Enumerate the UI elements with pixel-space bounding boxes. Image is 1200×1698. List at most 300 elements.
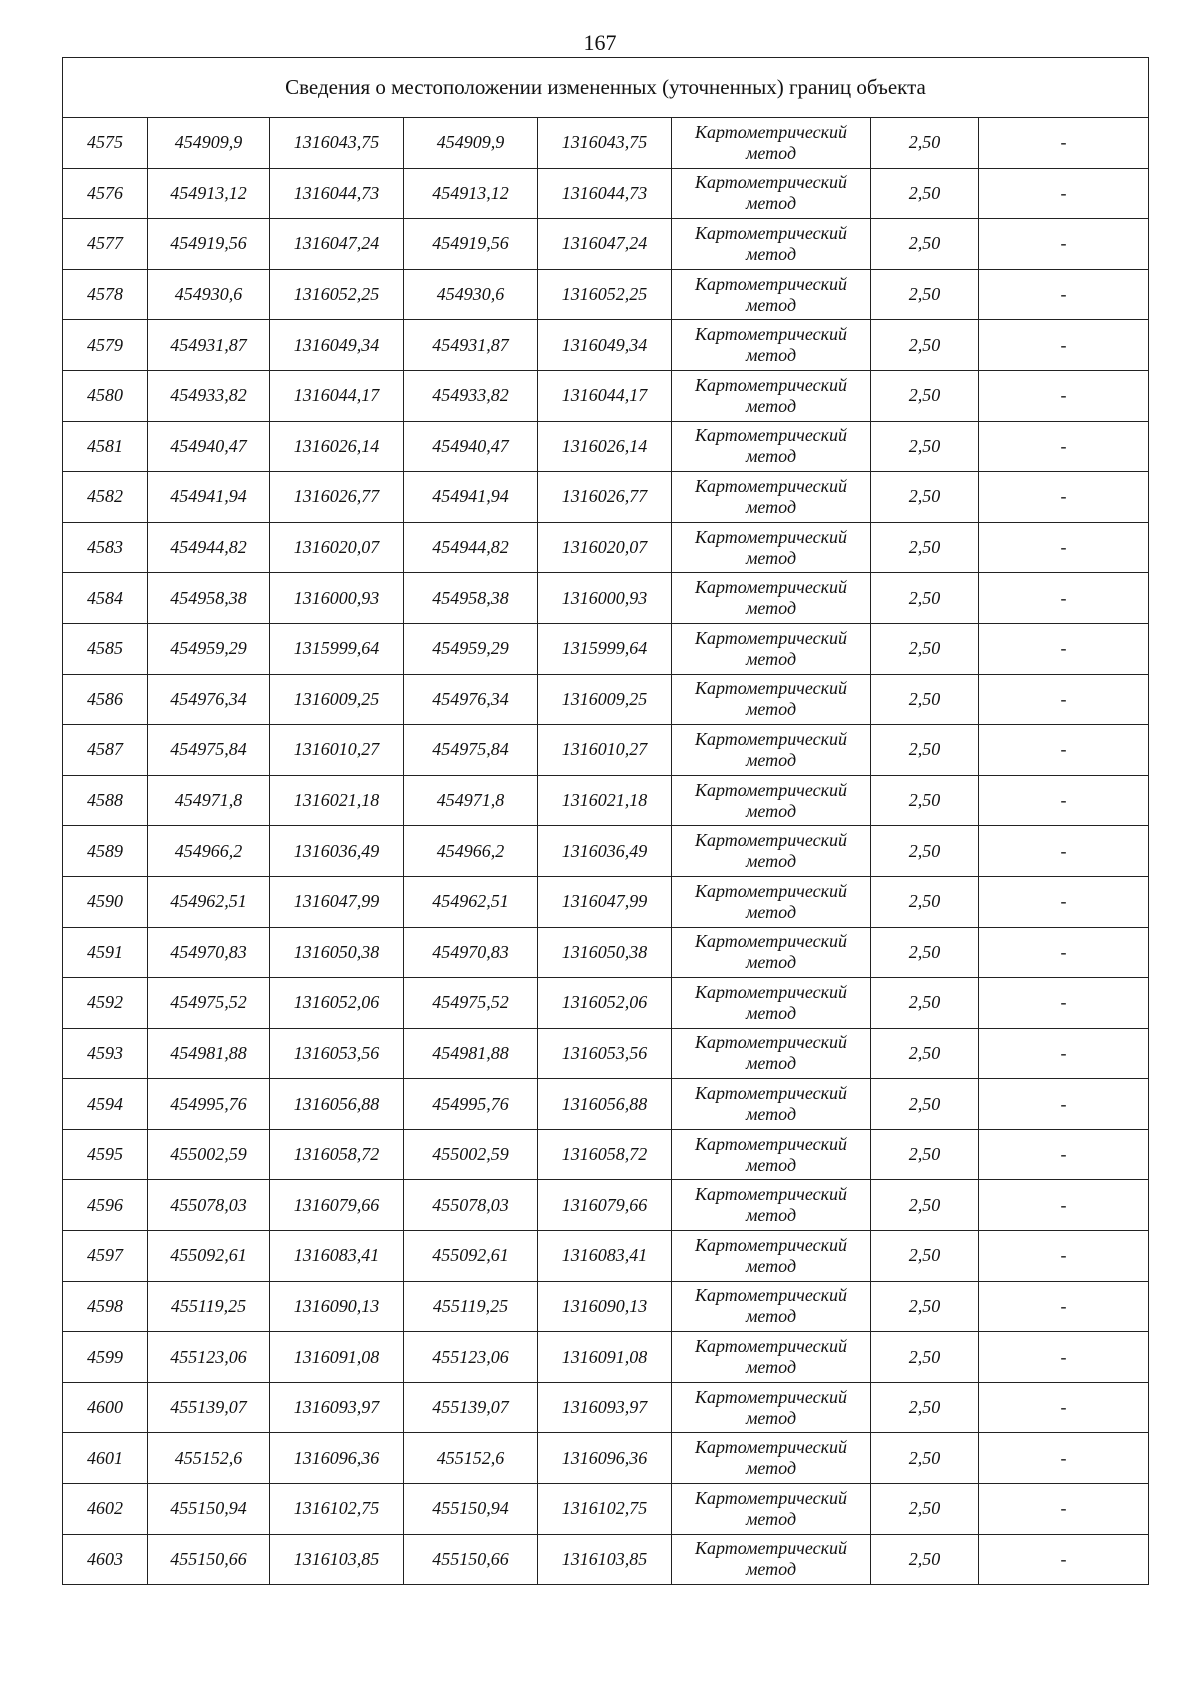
existing-y-cell: 1316044,73	[270, 168, 404, 219]
method-line-1: Картометрический	[694, 526, 847, 547]
refined-x-cell: 454975,52	[404, 978, 538, 1029]
accuracy-cell: 2,50	[871, 775, 979, 826]
note-cell: -	[979, 1079, 1149, 1130]
method-line-2: метод	[745, 952, 797, 973]
existing-y-cell: 1316079,66	[270, 1180, 404, 1231]
existing-y-cell: 1316026,14	[270, 421, 404, 472]
point-number-cell: 4596	[63, 1180, 148, 1231]
refined-x-cell: 454919,56	[404, 219, 538, 270]
note-cell: -	[979, 219, 1149, 270]
method-cell	[672, 118, 871, 169]
method-line-2: метод	[745, 1053, 797, 1074]
table-row	[63, 1180, 1149, 1231]
note-cell: -	[979, 1433, 1149, 1484]
existing-x-cell: 454971,8	[148, 775, 270, 826]
accuracy-cell: 2,50	[871, 1028, 979, 1079]
refined-y-cell: 1316010,27	[538, 725, 672, 776]
existing-y-cell: 1316056,88	[270, 1079, 404, 1130]
existing-x-cell: 454995,76	[148, 1079, 270, 1130]
note-cell: -	[979, 775, 1149, 826]
note-cell: -	[979, 522, 1149, 573]
method-line-1: Картометрический	[694, 931, 847, 952]
table-row	[63, 1079, 1149, 1130]
method-cell	[672, 1129, 871, 1180]
refined-y-cell: 1316026,14	[538, 421, 672, 472]
note-cell: -	[979, 573, 1149, 624]
method-cell	[672, 168, 871, 219]
existing-x-cell: 454966,2	[148, 826, 270, 877]
point-number-cell: 4602	[63, 1484, 148, 1535]
method-cell	[672, 978, 871, 1029]
method-line-2: метод	[745, 1306, 797, 1327]
method-line-1: Картометрический	[694, 172, 847, 193]
existing-y-cell: 1316021,18	[270, 775, 404, 826]
method-line-2: метод	[745, 1357, 797, 1378]
method-line-2: метод	[745, 851, 797, 872]
accuracy-cell: 2,50	[871, 1484, 979, 1535]
table-row	[63, 1281, 1149, 1332]
refined-x-cell: 454931,87	[404, 320, 538, 371]
method-line-2: метод	[745, 193, 797, 214]
method-line-2: метод	[745, 294, 797, 315]
refined-y-cell: 1316096,36	[538, 1433, 672, 1484]
accuracy-cell: 2,50	[871, 623, 979, 674]
method-line-1: Картометрический	[694, 324, 847, 345]
method-cell	[672, 1433, 871, 1484]
method-cell	[672, 370, 871, 421]
refined-x-cell: 454970,83	[404, 927, 538, 978]
refined-y-cell: 1316047,99	[538, 876, 672, 927]
method-line-1: Картометрический	[694, 1336, 847, 1357]
point-number-cell: 4590	[63, 876, 148, 927]
note-cell: -	[979, 674, 1149, 725]
existing-x-cell: 454941,94	[148, 472, 270, 523]
refined-x-cell: 454971,8	[404, 775, 538, 826]
existing-y-cell: 1316047,24	[270, 219, 404, 270]
table-row	[63, 370, 1149, 421]
point-number-cell: 4577	[63, 219, 148, 270]
accuracy-cell: 2,50	[871, 168, 979, 219]
existing-x-cell: 454930,6	[148, 269, 270, 320]
table-row	[63, 826, 1149, 877]
method-cell	[672, 1231, 871, 1282]
refined-x-cell: 454941,94	[404, 472, 538, 523]
existing-x-cell: 455092,61	[148, 1231, 270, 1282]
method-cell	[672, 421, 871, 472]
accuracy-cell: 2,50	[871, 1281, 979, 1332]
method-line-2: метод	[745, 496, 797, 517]
method-line-2: метод	[745, 1407, 797, 1428]
existing-x-cell: 454975,52	[148, 978, 270, 1029]
note-cell: -	[979, 168, 1149, 219]
point-number-cell: 4593	[63, 1028, 148, 1079]
method-cell	[672, 623, 871, 674]
note-cell: -	[979, 1180, 1149, 1231]
note-cell: -	[979, 876, 1149, 927]
point-number-cell: 4598	[63, 1281, 148, 1332]
accuracy-cell: 2,50	[871, 1231, 979, 1282]
table-row	[63, 1433, 1149, 1484]
refined-x-cell: 454981,88	[404, 1028, 538, 1079]
boundary-coordinates-table	[62, 57, 1149, 1585]
method-line-2: метод	[745, 243, 797, 264]
method-line-2: метод	[745, 648, 797, 669]
table-row	[63, 472, 1149, 523]
refined-y-cell: 1316021,18	[538, 775, 672, 826]
table-row	[63, 1382, 1149, 1433]
table-row	[63, 674, 1149, 725]
table-row	[63, 320, 1149, 371]
method-cell	[672, 1484, 871, 1535]
accuracy-cell: 2,50	[871, 320, 979, 371]
existing-x-cell: 454981,88	[148, 1028, 270, 1079]
accuracy-cell: 2,50	[871, 1129, 979, 1180]
existing-x-cell: 454958,38	[148, 573, 270, 624]
page-number: 167	[583, 30, 617, 55]
point-number-cell: 4576	[63, 168, 148, 219]
method-line-1: Картометрический	[694, 1487, 847, 1508]
method-line-1: Картометрический	[694, 475, 847, 496]
refined-y-cell: 1316079,66	[538, 1180, 672, 1231]
refined-y-cell: 1316093,97	[538, 1382, 672, 1433]
method-line-1: Картометрический	[694, 728, 847, 749]
existing-x-cell: 454933,82	[148, 370, 270, 421]
method-cell	[672, 1180, 871, 1231]
refined-y-cell: 1316103,85	[538, 1534, 672, 1585]
refined-y-cell: 1316052,25	[538, 269, 672, 320]
refined-x-cell: 455002,59	[404, 1129, 538, 1180]
existing-x-cell: 455139,07	[148, 1382, 270, 1433]
method-line-2: метод	[745, 547, 797, 568]
note-cell: -	[979, 1484, 1149, 1535]
refined-y-cell: 1316047,24	[538, 219, 672, 270]
method-line-2: метод	[745, 395, 797, 416]
note-cell: -	[979, 826, 1149, 877]
existing-y-cell: 1316053,56	[270, 1028, 404, 1079]
point-number-cell: 4588	[63, 775, 148, 826]
method-line-1: Картометрический	[694, 678, 847, 699]
refined-y-cell: 1316020,07	[538, 522, 672, 573]
point-number-cell: 4579	[63, 320, 148, 371]
existing-x-cell: 454940,47	[148, 421, 270, 472]
method-line-1: Картометрический	[694, 374, 847, 395]
existing-y-cell: 1316052,06	[270, 978, 404, 1029]
refined-y-cell: 1316043,75	[538, 118, 672, 169]
point-number-cell: 4581	[63, 421, 148, 472]
method-line-2: метод	[745, 345, 797, 366]
refined-y-cell: 1316050,38	[538, 927, 672, 978]
point-number-cell: 4585	[63, 623, 148, 674]
method-line-1: Картометрический	[694, 1437, 847, 1458]
existing-y-cell: 1316010,27	[270, 725, 404, 776]
refined-y-cell: 1316049,34	[538, 320, 672, 371]
method-cell	[672, 775, 871, 826]
method-line-2: метод	[745, 1154, 797, 1175]
method-line-2: метод	[745, 699, 797, 720]
method-line-1: Картометрический	[694, 1133, 847, 1154]
point-number-cell: 4575	[63, 118, 148, 169]
accuracy-cell: 2,50	[871, 927, 979, 978]
accuracy-cell: 2,50	[871, 219, 979, 270]
refined-y-cell: 1316091,08	[538, 1332, 672, 1383]
table-title: Сведения о местоположении измененных (уточненных) границ объекта	[63, 58, 1149, 118]
existing-y-cell: 1316096,36	[270, 1433, 404, 1484]
existing-x-cell: 455123,06	[148, 1332, 270, 1383]
refined-x-cell: 455139,07	[404, 1382, 538, 1433]
refined-x-cell: 454959,29	[404, 623, 538, 674]
accuracy-cell: 2,50	[871, 826, 979, 877]
note-cell: -	[979, 320, 1149, 371]
refined-y-cell: 1316053,56	[538, 1028, 672, 1079]
note-cell: -	[979, 623, 1149, 674]
existing-x-cell: 454976,34	[148, 674, 270, 725]
point-number-cell: 4582	[63, 472, 148, 523]
refined-x-cell: 454966,2	[404, 826, 538, 877]
refined-y-cell: 1316102,75	[538, 1484, 672, 1535]
refined-x-cell: 455150,66	[404, 1534, 538, 1585]
method-line-1: Картометрический	[694, 880, 847, 901]
point-number-cell: 4601	[63, 1433, 148, 1484]
note-cell: -	[979, 725, 1149, 776]
point-number-cell: 4597	[63, 1231, 148, 1282]
note-cell: -	[979, 1281, 1149, 1332]
method-line-1: Картометрический	[694, 1386, 847, 1407]
existing-y-cell: 1316043,75	[270, 118, 404, 169]
point-number-cell: 4603	[63, 1534, 148, 1585]
existing-x-cell: 454909,9	[148, 118, 270, 169]
refined-x-cell: 454940,47	[404, 421, 538, 472]
method-cell	[672, 725, 871, 776]
refined-x-cell: 455119,25	[404, 1281, 538, 1332]
note-cell: -	[979, 472, 1149, 523]
method-line-1: Картометрический	[694, 1538, 847, 1559]
existing-x-cell: 454975,84	[148, 725, 270, 776]
point-number-cell: 4595	[63, 1129, 148, 1180]
method-line-1: Картометрический	[694, 981, 847, 1002]
accuracy-cell: 2,50	[871, 1534, 979, 1585]
accuracy-cell: 2,50	[871, 1180, 979, 1231]
existing-x-cell: 455152,6	[148, 1433, 270, 1484]
refined-y-cell: 1316058,72	[538, 1129, 672, 1180]
existing-x-cell: 455119,25	[148, 1281, 270, 1332]
existing-y-cell: 1316036,49	[270, 826, 404, 877]
note-cell: -	[979, 370, 1149, 421]
existing-x-cell: 455002,59	[148, 1129, 270, 1180]
table-row	[63, 876, 1149, 927]
method-cell	[672, 1028, 871, 1079]
accuracy-cell: 2,50	[871, 978, 979, 1029]
accuracy-cell: 2,50	[871, 370, 979, 421]
method-line-1: Картометрический	[694, 425, 847, 446]
existing-y-cell: 1316020,07	[270, 522, 404, 573]
existing-x-cell: 454913,12	[148, 168, 270, 219]
refined-x-cell: 454933,82	[404, 370, 538, 421]
method-cell	[672, 269, 871, 320]
method-line-2: метод	[745, 749, 797, 770]
method-line-2: метод	[745, 1002, 797, 1023]
method-cell	[672, 1382, 871, 1433]
refined-x-cell: 454913,12	[404, 168, 538, 219]
refined-y-cell: 1316052,06	[538, 978, 672, 1029]
method-cell	[672, 472, 871, 523]
accuracy-cell: 2,50	[871, 118, 979, 169]
existing-x-cell: 454970,83	[148, 927, 270, 978]
method-line-1: Картометрический	[694, 1285, 847, 1306]
accuracy-cell: 2,50	[871, 1079, 979, 1130]
note-cell: -	[979, 1231, 1149, 1282]
accuracy-cell: 2,50	[871, 674, 979, 725]
accuracy-cell: 2,50	[871, 1332, 979, 1383]
refined-y-cell: 1316000,93	[538, 573, 672, 624]
refined-y-cell: 1316036,49	[538, 826, 672, 877]
method-cell	[672, 1281, 871, 1332]
method-line-2: метод	[745, 1559, 797, 1580]
refined-y-cell: 1316026,77	[538, 472, 672, 523]
existing-x-cell: 455150,94	[148, 1484, 270, 1535]
table-row	[63, 1534, 1149, 1585]
point-number-cell: 4587	[63, 725, 148, 776]
point-number-cell: 4600	[63, 1382, 148, 1433]
method-line-2: метод	[745, 1205, 797, 1226]
accuracy-cell: 2,50	[871, 1433, 979, 1484]
existing-y-cell: 1316047,99	[270, 876, 404, 927]
accuracy-cell: 2,50	[871, 1382, 979, 1433]
method-line-1: Картометрический	[694, 1234, 847, 1255]
existing-y-cell: 1316026,77	[270, 472, 404, 523]
method-line-1: Картометрический	[694, 273, 847, 294]
refined-y-cell: 1316083,41	[538, 1231, 672, 1282]
refined-x-cell: 454909,9	[404, 118, 538, 169]
method-line-2: метод	[745, 800, 797, 821]
method-line-1: Картометрический	[694, 830, 847, 851]
accuracy-cell: 2,50	[871, 421, 979, 472]
existing-x-cell: 455078,03	[148, 1180, 270, 1231]
table-row	[63, 725, 1149, 776]
refined-x-cell: 455123,06	[404, 1332, 538, 1383]
method-cell	[672, 573, 871, 624]
refined-x-cell: 454944,82	[404, 522, 538, 573]
note-cell: -	[979, 978, 1149, 1029]
note-cell: -	[979, 421, 1149, 472]
point-number-cell: 4599	[63, 1332, 148, 1383]
point-number-cell: 4591	[63, 927, 148, 978]
method-line-2: метод	[745, 1255, 797, 1276]
method-line-2: метод	[745, 142, 797, 163]
refined-y-cell: 1316056,88	[538, 1079, 672, 1130]
method-line-2: метод	[745, 1508, 797, 1529]
note-cell: -	[979, 1129, 1149, 1180]
table-row	[63, 168, 1149, 219]
table-row	[63, 269, 1149, 320]
method-cell	[672, 219, 871, 270]
table-row	[63, 1231, 1149, 1282]
existing-y-cell: 1316009,25	[270, 674, 404, 725]
method-line-1: Картометрический	[694, 1083, 847, 1104]
existing-y-cell: 1316103,85	[270, 1534, 404, 1585]
table-row	[63, 1028, 1149, 1079]
table-row	[63, 1332, 1149, 1383]
refined-x-cell: 454995,76	[404, 1079, 538, 1130]
method-line-1: Картометрический	[694, 121, 847, 142]
refined-x-cell: 454962,51	[404, 876, 538, 927]
refined-x-cell: 455150,94	[404, 1484, 538, 1535]
method-line-1: Картометрический	[694, 779, 847, 800]
existing-y-cell: 1316052,25	[270, 269, 404, 320]
point-number-cell: 4583	[63, 522, 148, 573]
refined-y-cell: 1316090,13	[538, 1281, 672, 1332]
table-row	[63, 1484, 1149, 1535]
accuracy-cell: 2,50	[871, 725, 979, 776]
existing-x-cell: 454962,51	[148, 876, 270, 927]
accuracy-cell: 2,50	[871, 573, 979, 624]
table-row	[63, 1129, 1149, 1180]
point-number-cell: 4592	[63, 978, 148, 1029]
existing-y-cell: 1316102,75	[270, 1484, 404, 1535]
method-cell	[672, 1079, 871, 1130]
refined-x-cell: 454930,6	[404, 269, 538, 320]
refined-x-cell: 454975,84	[404, 725, 538, 776]
refined-x-cell: 455078,03	[404, 1180, 538, 1231]
method-line-1: Картометрический	[694, 1184, 847, 1205]
method-line-2: метод	[745, 598, 797, 619]
note-cell: -	[979, 1382, 1149, 1433]
note-cell: -	[979, 927, 1149, 978]
table-row	[63, 775, 1149, 826]
table-row	[63, 978, 1149, 1029]
method-line-2: метод	[745, 446, 797, 467]
existing-y-cell: 1316000,93	[270, 573, 404, 624]
existing-y-cell: 1315999,64	[270, 623, 404, 674]
method-line-2: метод	[745, 901, 797, 922]
method-cell	[672, 522, 871, 573]
point-number-cell: 4584	[63, 573, 148, 624]
refined-y-cell: 1316044,17	[538, 370, 672, 421]
point-number-cell: 4580	[63, 370, 148, 421]
note-cell: -	[979, 118, 1149, 169]
existing-x-cell: 454931,87	[148, 320, 270, 371]
refined-y-cell: 1316009,25	[538, 674, 672, 725]
point-number-cell: 4589	[63, 826, 148, 877]
existing-y-cell: 1316049,34	[270, 320, 404, 371]
existing-x-cell: 454919,56	[148, 219, 270, 270]
existing-x-cell: 454959,29	[148, 623, 270, 674]
method-cell	[672, 826, 871, 877]
note-cell: -	[979, 1332, 1149, 1383]
accuracy-cell: 2,50	[871, 269, 979, 320]
accuracy-cell: 2,50	[871, 522, 979, 573]
refined-x-cell: 455092,61	[404, 1231, 538, 1282]
method-line-1: Картометрический	[694, 1032, 847, 1053]
table-row	[63, 421, 1149, 472]
existing-y-cell: 1316093,97	[270, 1382, 404, 1433]
table-row	[63, 118, 1149, 169]
existing-y-cell: 1316044,17	[270, 370, 404, 421]
note-cell: -	[979, 1028, 1149, 1079]
existing-y-cell: 1316058,72	[270, 1129, 404, 1180]
table-row	[63, 573, 1149, 624]
method-line-1: Картометрический	[694, 577, 847, 598]
method-line-2: метод	[745, 1104, 797, 1125]
refined-x-cell: 455152,6	[404, 1433, 538, 1484]
method-line-1: Картометрический	[694, 627, 847, 648]
point-number-cell: 4586	[63, 674, 148, 725]
method-cell	[672, 927, 871, 978]
method-cell	[672, 674, 871, 725]
refined-x-cell: 454976,34	[404, 674, 538, 725]
method-cell	[672, 320, 871, 371]
existing-y-cell: 1316091,08	[270, 1332, 404, 1383]
refined-y-cell: 1315999,64	[538, 623, 672, 674]
